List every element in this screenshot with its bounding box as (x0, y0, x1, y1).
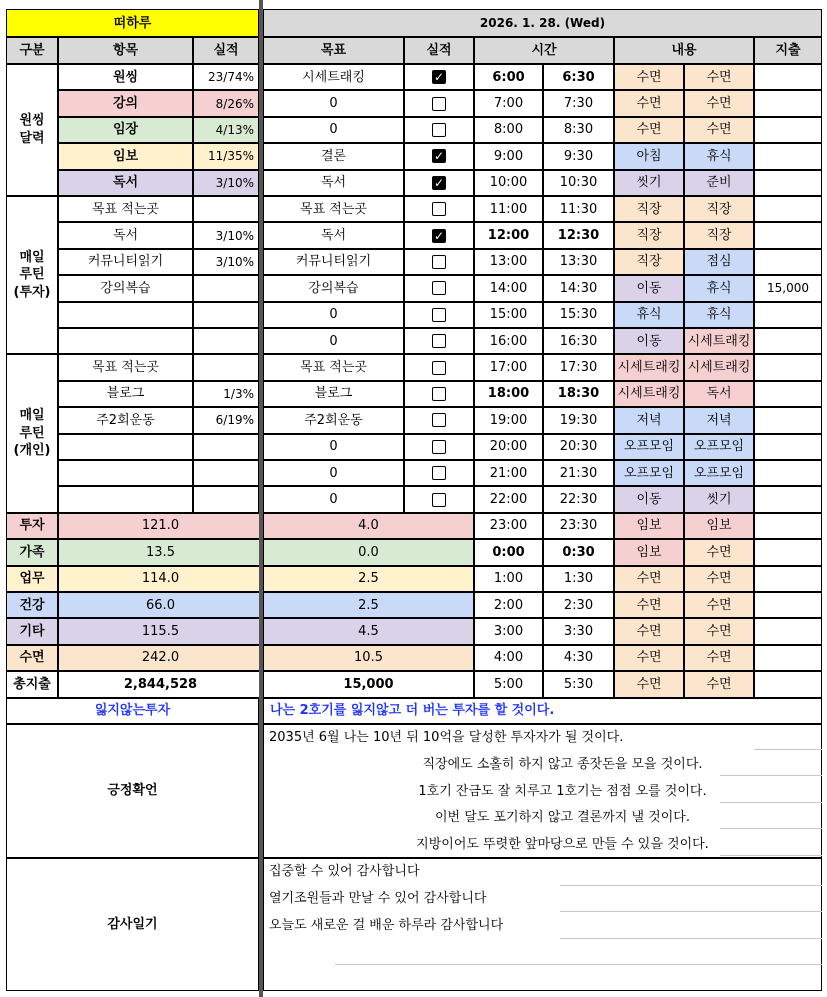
header-time: 시간 (474, 37, 614, 64)
time-start: 8:00 (474, 117, 543, 143)
activity-first-half: 이동 (614, 486, 684, 512)
item-cell (58, 302, 193, 328)
time-start: 2:00 (474, 592, 543, 618)
check-cell (404, 64, 474, 90)
ruled-line (560, 885, 822, 886)
time-end: 13:30 (543, 249, 614, 275)
item-cell: 임장 (58, 117, 193, 143)
expense-cell (754, 539, 822, 565)
time-end: 4:30 (543, 645, 614, 671)
time-start: 9:00 (474, 143, 543, 169)
checkbox-unchecked[interactable] (432, 440, 446, 454)
result-cell: 23/74% (193, 64, 259, 90)
check-cell (404, 170, 474, 196)
activity-second-half: 독서 (684, 381, 754, 407)
time-start: 0:00 (474, 539, 543, 565)
result-cell: 6/19% (193, 407, 259, 433)
goal-cell: 0 (263, 90, 404, 116)
activity-first-half: 수면 (614, 671, 684, 697)
expense-cell (754, 328, 822, 354)
item-cell: 커뮤니티읽기 (58, 249, 193, 275)
expense-cell (754, 592, 822, 618)
time-end: 1:30 (543, 566, 614, 592)
gratitude-line: 열기조원들과 만날 수 있어 감사합니다 (269, 890, 487, 906)
time-end: 23:30 (543, 513, 614, 539)
time-end: 16:30 (543, 328, 614, 354)
activity-second-half: 수면 (684, 645, 754, 671)
checkbox-unchecked[interactable] (432, 361, 446, 375)
expense-cell (754, 434, 822, 460)
time-end: 10:30 (543, 170, 614, 196)
expense-cell: 15,000 (754, 275, 822, 301)
time-start: 13:00 (474, 249, 543, 275)
time-end: 2:30 (543, 592, 614, 618)
check-cell (404, 460, 474, 486)
item-cell (58, 328, 193, 354)
date-header: 2026. 1. 28. (Wed) (263, 9, 822, 37)
header-goal: 목표 (263, 37, 404, 64)
section-label-line: (투자) (13, 284, 51, 300)
summary-total: 121.0 (58, 513, 263, 539)
time-end: 12:30 (543, 222, 614, 248)
summary-label: 업무 (6, 566, 58, 592)
checkbox-unchecked[interactable] (432, 413, 446, 427)
activity-first-half: 수면 (614, 618, 684, 644)
time-start: 15:00 (474, 302, 543, 328)
activity-first-half: 수면 (614, 566, 684, 592)
time-end: 6:30 (543, 64, 614, 90)
vision-statement: 나는 2호기를 잃지않고 더 버는 투자를 할 것이다. (263, 698, 822, 724)
activity-first-half: 직장 (614, 222, 684, 248)
affirmation-line: 1호기 잔금도 잘 치루고 1호기는 점점 오를 것이다. (418, 783, 707, 799)
activity-second-half: 시세트래킹 (684, 328, 754, 354)
check-cell (404, 302, 474, 328)
time-start: 17:00 (474, 354, 543, 380)
summary-label: 기타 (6, 618, 58, 644)
header-check: 실적 (404, 37, 474, 64)
summary-label: 수면 (6, 645, 58, 671)
time-start: 20:00 (474, 434, 543, 460)
activity-first-half: 시세트래킹 (614, 381, 684, 407)
time-end: 5:30 (543, 671, 614, 697)
result-cell: 1/3% (193, 381, 259, 407)
vision-label: 잃지않는투자 (6, 698, 259, 724)
check-cell (404, 407, 474, 433)
summary-today: 2.5 (263, 592, 474, 618)
affirmation-label: 긍정확언 (6, 724, 259, 858)
result-cell: 3/10% (193, 249, 259, 275)
affirmation-line: 직장에도 소홀히 하지 않고 종잣돈을 모을 것이다. (422, 756, 703, 772)
ruled-line (720, 802, 822, 803)
item-cell: 목표 적는곳 (58, 196, 193, 222)
checkbox-unchecked[interactable] (432, 308, 446, 322)
time-start: 1:00 (474, 566, 543, 592)
goal-cell: 목표 적는곳 (263, 196, 404, 222)
check-cell (404, 143, 474, 169)
result-cell (193, 486, 259, 512)
goal-cell: 주2회운동 (263, 407, 404, 433)
time-end: 9:30 (543, 143, 614, 169)
time-start: 21:00 (474, 460, 543, 486)
check-cell (404, 275, 474, 301)
summary-today: 4.0 (263, 513, 474, 539)
goal-cell: 0 (263, 434, 404, 460)
activity-first-half: 오프모임 (614, 434, 684, 460)
activity-first-half: 아침 (614, 143, 684, 169)
activity-first-half: 시세트래킹 (614, 354, 684, 380)
expense-cell (754, 196, 822, 222)
activity-second-half: 씻기 (684, 486, 754, 512)
time-end: 21:30 (543, 460, 614, 486)
ruled-line (560, 938, 822, 939)
result-cell (193, 275, 259, 301)
ruled-line (754, 749, 822, 750)
result-cell (193, 328, 259, 354)
summary-total: 114.0 (58, 566, 263, 592)
checkbox-unchecked[interactable] (432, 334, 446, 348)
time-start: 12:00 (474, 222, 543, 248)
checkbox-unchecked[interactable] (432, 493, 446, 507)
item-cell (58, 460, 193, 486)
time-end: 18:30 (543, 381, 614, 407)
time-start: 11:00 (474, 196, 543, 222)
activity-first-half: 이동 (614, 328, 684, 354)
expense-cell (754, 90, 822, 116)
expense-cell (754, 117, 822, 143)
checkbox-checked[interactable]: ✓ (433, 70, 445, 85)
check-cell (404, 328, 474, 354)
time-start: 16:00 (474, 328, 543, 354)
ruled-line (720, 855, 822, 856)
header-expense: 지출 (754, 37, 822, 64)
result-cell: 4/13% (193, 117, 259, 143)
activity-first-half: 직장 (614, 196, 684, 222)
column-divider (259, 0, 263, 997)
activity-first-half: 수면 (614, 117, 684, 143)
gratitude-line: 오늘도 새로운 걸 배운 하루라 감사합니다 (269, 917, 504, 933)
time-start: 10:00 (474, 170, 543, 196)
item-cell: 독서 (58, 170, 193, 196)
time-start: 6:00 (474, 64, 543, 90)
activity-first-half: 수면 (614, 645, 684, 671)
result-cell: 3/10% (193, 222, 259, 248)
activity-second-half: 수면 (684, 90, 754, 116)
section-label-line: 루틴 (19, 267, 45, 283)
expense-cell (754, 64, 822, 90)
check-cell (404, 486, 474, 512)
time-start: 19:00 (474, 407, 543, 433)
activity-second-half: 수면 (684, 671, 754, 697)
header-content: 내용 (614, 37, 754, 64)
summary-total: 115.5 (58, 618, 263, 644)
goal-cell: 강의복습 (263, 275, 404, 301)
ruled-line (720, 828, 822, 829)
item-cell (58, 486, 193, 512)
header-category: 구분 (6, 37, 58, 64)
result-cell (193, 354, 259, 380)
gratitude-label: 감사일기 (6, 858, 259, 991)
goal-cell: 결론 (263, 143, 404, 169)
ruled-line (720, 775, 822, 776)
expense-cell (754, 249, 822, 275)
header-result: 실적 (193, 37, 259, 64)
item-cell: 목표 적는곳 (58, 354, 193, 380)
time-end: 15:30 (543, 302, 614, 328)
section-label-line: 매일 (19, 249, 45, 265)
checkbox-unchecked[interactable] (432, 281, 446, 295)
affirmation-line: 이번 달도 포기하지 않고 결론까지 낼 것이다. (435, 810, 690, 826)
item-cell: 강의복습 (58, 275, 193, 301)
summary-today: 2.5 (263, 566, 474, 592)
expense-cell (754, 143, 822, 169)
expense-cell (754, 671, 822, 697)
check-cell (404, 434, 474, 460)
checkbox-checked[interactable]: ✓ (433, 175, 445, 190)
summary-label: 건강 (6, 592, 58, 618)
expense-cell (754, 566, 822, 592)
expense-cell (754, 460, 822, 486)
item-cell (58, 434, 193, 460)
summary-label: 가족 (6, 539, 58, 565)
summary-today: 10.5 (263, 645, 474, 671)
activity-second-half: 오프모임 (684, 460, 754, 486)
section-label-line: 루틴 (19, 425, 45, 441)
time-start: 7:00 (474, 90, 543, 116)
section-wonsing-calendar (6, 64, 58, 196)
activity-first-half: 임보 (614, 513, 684, 539)
summary-today: 15,000 (263, 671, 474, 697)
gratitude-line: 집중할 수 있어 감사합니다 (269, 864, 420, 880)
summary-today: 0.0 (263, 539, 474, 565)
item-cell: 블로그 (58, 381, 193, 407)
section-personal-routine (6, 354, 58, 512)
expense-cell (754, 618, 822, 644)
summary-total: 66.0 (58, 592, 263, 618)
checkbox-unchecked[interactable] (432, 387, 446, 401)
result-cell (193, 302, 259, 328)
activity-second-half: 저녁 (684, 407, 754, 433)
activity-first-half: 저녁 (614, 407, 684, 433)
expense-cell (754, 354, 822, 380)
time-end: 0:30 (543, 539, 614, 565)
time-start: 22:00 (474, 486, 543, 512)
check-cell (404, 381, 474, 407)
time-start: 14:00 (474, 275, 543, 301)
activity-second-half: 준비 (684, 170, 754, 196)
summary-total: 13.5 (58, 539, 263, 565)
check-cell (404, 196, 474, 222)
goal-cell: 0 (263, 328, 404, 354)
activity-first-half: 이동 (614, 275, 684, 301)
checkbox-checked[interactable]: ✓ (433, 149, 445, 164)
goal-cell: 0 (263, 460, 404, 486)
time-end: 17:30 (543, 354, 614, 380)
ruled-line (335, 964, 822, 965)
activity-second-half: 수면 (684, 592, 754, 618)
expense-cell (754, 222, 822, 248)
result-cell: 8/26% (193, 90, 259, 116)
activity-second-half: 수면 (684, 566, 754, 592)
expense-cell (754, 407, 822, 433)
activity-first-half: 휴식 (614, 302, 684, 328)
summary-label: 총지출 (6, 671, 58, 697)
section-label-line: 달력 (19, 131, 45, 146)
activity-second-half: 수면 (684, 539, 754, 565)
activity-second-half: 휴식 (684, 275, 754, 301)
section-label-line: 매일 (19, 408, 45, 424)
checkbox-unchecked[interactable] (432, 123, 446, 137)
section-label-line: (개인) (13, 443, 51, 459)
activity-second-half: 직장 (684, 222, 754, 248)
goal-cell: 블로그 (263, 381, 404, 407)
time-end: 8:30 (543, 117, 614, 143)
summary-total: 2,844,528 (58, 671, 263, 697)
activity-second-half: 수면 (684, 64, 754, 90)
section-label-line: 원씽 (19, 113, 45, 129)
activity-second-half: 휴식 (684, 302, 754, 328)
activity-first-half: 수면 (614, 90, 684, 116)
check-cell (404, 90, 474, 116)
result-cell (193, 434, 259, 460)
goal-cell: 0 (263, 302, 404, 328)
item-cell: 임보 (58, 143, 193, 169)
goal-cell: 목표 적는곳 (263, 354, 404, 380)
time-end: 3:30 (543, 618, 614, 644)
sheet-title: 떠하루 (6, 9, 259, 37)
activity-second-half: 점심 (684, 249, 754, 275)
affirmation-line: 지방이어도 뚜렷한 앞마당으로 만들 수 있을 것이다. (416, 836, 709, 852)
activity-first-half: 임보 (614, 539, 684, 565)
checkbox-unchecked[interactable] (432, 202, 446, 216)
time-start: 23:00 (474, 513, 543, 539)
item-cell: 주2회운동 (58, 407, 193, 433)
activity-second-half: 휴식 (684, 143, 754, 169)
activity-second-half: 수면 (684, 618, 754, 644)
check-cell (404, 249, 474, 275)
result-cell (193, 460, 259, 486)
activity-second-half: 오프모임 (684, 434, 754, 460)
check-cell (404, 222, 474, 248)
activity-second-half: 수면 (684, 117, 754, 143)
activity-first-half: 오프모임 (614, 460, 684, 486)
activity-first-half: 직장 (614, 249, 684, 275)
time-start: 3:00 (474, 618, 543, 644)
checkbox-unchecked[interactable] (432, 466, 446, 480)
goal-cell: 커뮤니티읽기 (263, 249, 404, 275)
time-start: 5:00 (474, 671, 543, 697)
goal-cell: 독서 (263, 170, 404, 196)
time-end: 14:30 (543, 275, 614, 301)
section-invest-routine (6, 196, 58, 354)
checkbox-unchecked[interactable] (432, 97, 446, 111)
time-end: 11:30 (543, 196, 614, 222)
activity-second-half: 직장 (684, 196, 754, 222)
header-item: 항목 (58, 37, 193, 64)
checkbox-checked[interactable]: ✓ (433, 228, 445, 243)
summary-label: 투자 (6, 513, 58, 539)
expense-cell (754, 645, 822, 671)
activity-second-half: 시세트래킹 (684, 354, 754, 380)
goal-cell: 시세트래킹 (263, 64, 404, 90)
time-start: 4:00 (474, 645, 543, 671)
time-end: 7:30 (543, 90, 614, 116)
expense-cell (754, 513, 822, 539)
expense-cell (754, 381, 822, 407)
summary-today: 4.5 (263, 618, 474, 644)
summary-total: 242.0 (58, 645, 263, 671)
result-cell: 11/35% (193, 143, 259, 169)
item-cell: 독서 (58, 222, 193, 248)
activity-first-half: 씻기 (614, 170, 684, 196)
goal-cell: 0 (263, 117, 404, 143)
activity-second-half: 임보 (684, 513, 754, 539)
goal-cell: 0 (263, 486, 404, 512)
expense-cell (754, 486, 822, 512)
item-cell: 강의 (58, 90, 193, 116)
checkbox-unchecked[interactable] (432, 255, 446, 269)
check-cell (404, 354, 474, 380)
check-cell (404, 117, 474, 143)
expense-cell (754, 302, 822, 328)
time-start: 18:00 (474, 381, 543, 407)
activity-first-half: 수면 (614, 592, 684, 618)
expense-cell (754, 170, 822, 196)
time-end: 22:30 (543, 486, 614, 512)
result-cell: 3/10% (193, 170, 259, 196)
time-end: 20:30 (543, 434, 614, 460)
item-cell: 원씽 (58, 64, 193, 90)
ruled-line (560, 911, 822, 912)
time-end: 19:30 (543, 407, 614, 433)
activity-first-half: 수면 (614, 64, 684, 90)
affirmation-line: 2035년 6월 나는 10년 뒤 10억을 달성한 투자자가 될 것이다. (269, 730, 624, 746)
goal-cell: 독서 (263, 222, 404, 248)
result-cell (193, 196, 259, 222)
